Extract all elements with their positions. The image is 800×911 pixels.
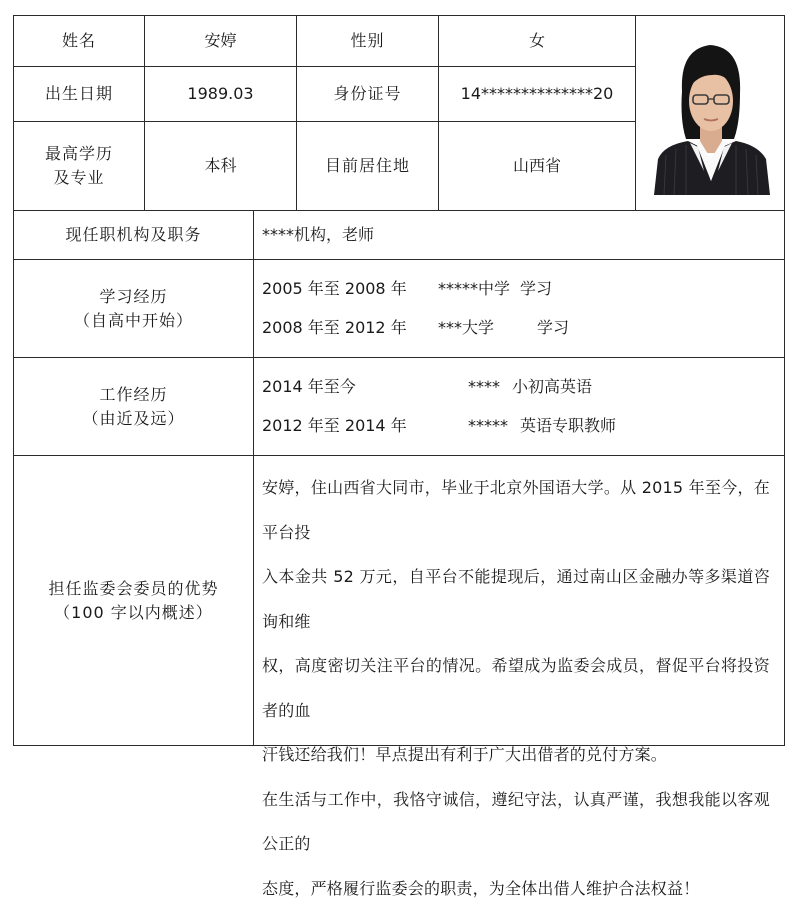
education-label-line2: 及专业: [53, 166, 104, 190]
work-period: 2014 年至今: [262, 375, 356, 399]
study-school: ***大学: [438, 316, 494, 340]
study-entry: [262, 316, 782, 340]
id-number-value: 14**************20: [438, 66, 636, 122]
work-history: [253, 357, 785, 456]
portrait-photo-icon: [646, 31, 774, 195]
advantage-line: 权，高度密切关注平台的情况。希望成为监委会成员，督促平台将投资者的血: [262, 644, 770, 733]
study-role: 学习: [520, 277, 552, 301]
study-role: 学习: [537, 316, 569, 340]
study-label-line2: （自高中开始）: [74, 309, 193, 333]
advantage-line: 在生活与工作中，我恪守诚信，遵纪守法，认真严谨，我想我能以客观公正的: [262, 778, 770, 867]
photo-cell: [635, 15, 785, 211]
advantage-label-line1: 担任监委会委员的优势: [48, 577, 218, 601]
education-label: [13, 121, 145, 211]
work-label-line2: （由近及远）: [82, 407, 184, 431]
position-value: ****机构，老师: [253, 210, 785, 260]
education-value: 本科: [144, 121, 297, 211]
study-history: [253, 259, 785, 358]
birth-value: 1989.03: [144, 66, 297, 122]
study-period: 2005 年至 2008 年: [262, 277, 407, 301]
advantage-line: 态度，严格履行监委会的职责，为全体出借人维护合法权益！: [262, 867, 770, 911]
advantage-line: 汗钱还给我们！早点提出有利于广大出借者的兑付方案。: [262, 733, 770, 778]
study-label: [13, 259, 254, 358]
advantage-text: [253, 455, 785, 746]
advantage-label: [13, 455, 254, 746]
work-label: [13, 357, 254, 456]
birth-label: 出生日期: [13, 66, 145, 122]
education-label-line1: 最高学历: [45, 142, 113, 166]
work-org: *****: [468, 414, 508, 438]
name-value: 安婷: [144, 15, 297, 67]
work-org: ****: [468, 375, 500, 399]
gender-label: 性别: [296, 15, 439, 67]
advantage-label-line2: （100 字以内概述）: [54, 601, 213, 625]
name-label: 姓名: [13, 15, 145, 67]
position-label: 现任职机构及职务: [13, 210, 254, 260]
residence-value: 山西省: [438, 121, 636, 211]
work-role: 小初高英语: [512, 375, 592, 399]
study-school: *****中学: [438, 277, 510, 301]
residence-label: 目前居住地: [296, 121, 439, 211]
id-number-label: 身份证号: [296, 66, 439, 122]
advantage-line: 入本金共 52 万元，自平台不能提现后，通过南山区金融办等多渠道咨询和维: [262, 555, 770, 644]
gender-value: 女: [438, 15, 636, 67]
work-period: 2012 年至 2014 年: [262, 414, 407, 438]
work-role: 英语专职教师: [520, 414, 616, 438]
advantage-line: 安婷，住山西省大同市，毕业于北京外国语大学。从 2015 年至今，在平台投: [262, 466, 770, 555]
study-period: 2008 年至 2012 年: [262, 316, 407, 340]
study-entry: [262, 277, 782, 301]
study-label-line1: 学习经历: [99, 285, 167, 309]
work-label-line1: 工作经历: [99, 383, 167, 407]
work-entry: [262, 375, 782, 399]
work-entry: [262, 414, 782, 438]
